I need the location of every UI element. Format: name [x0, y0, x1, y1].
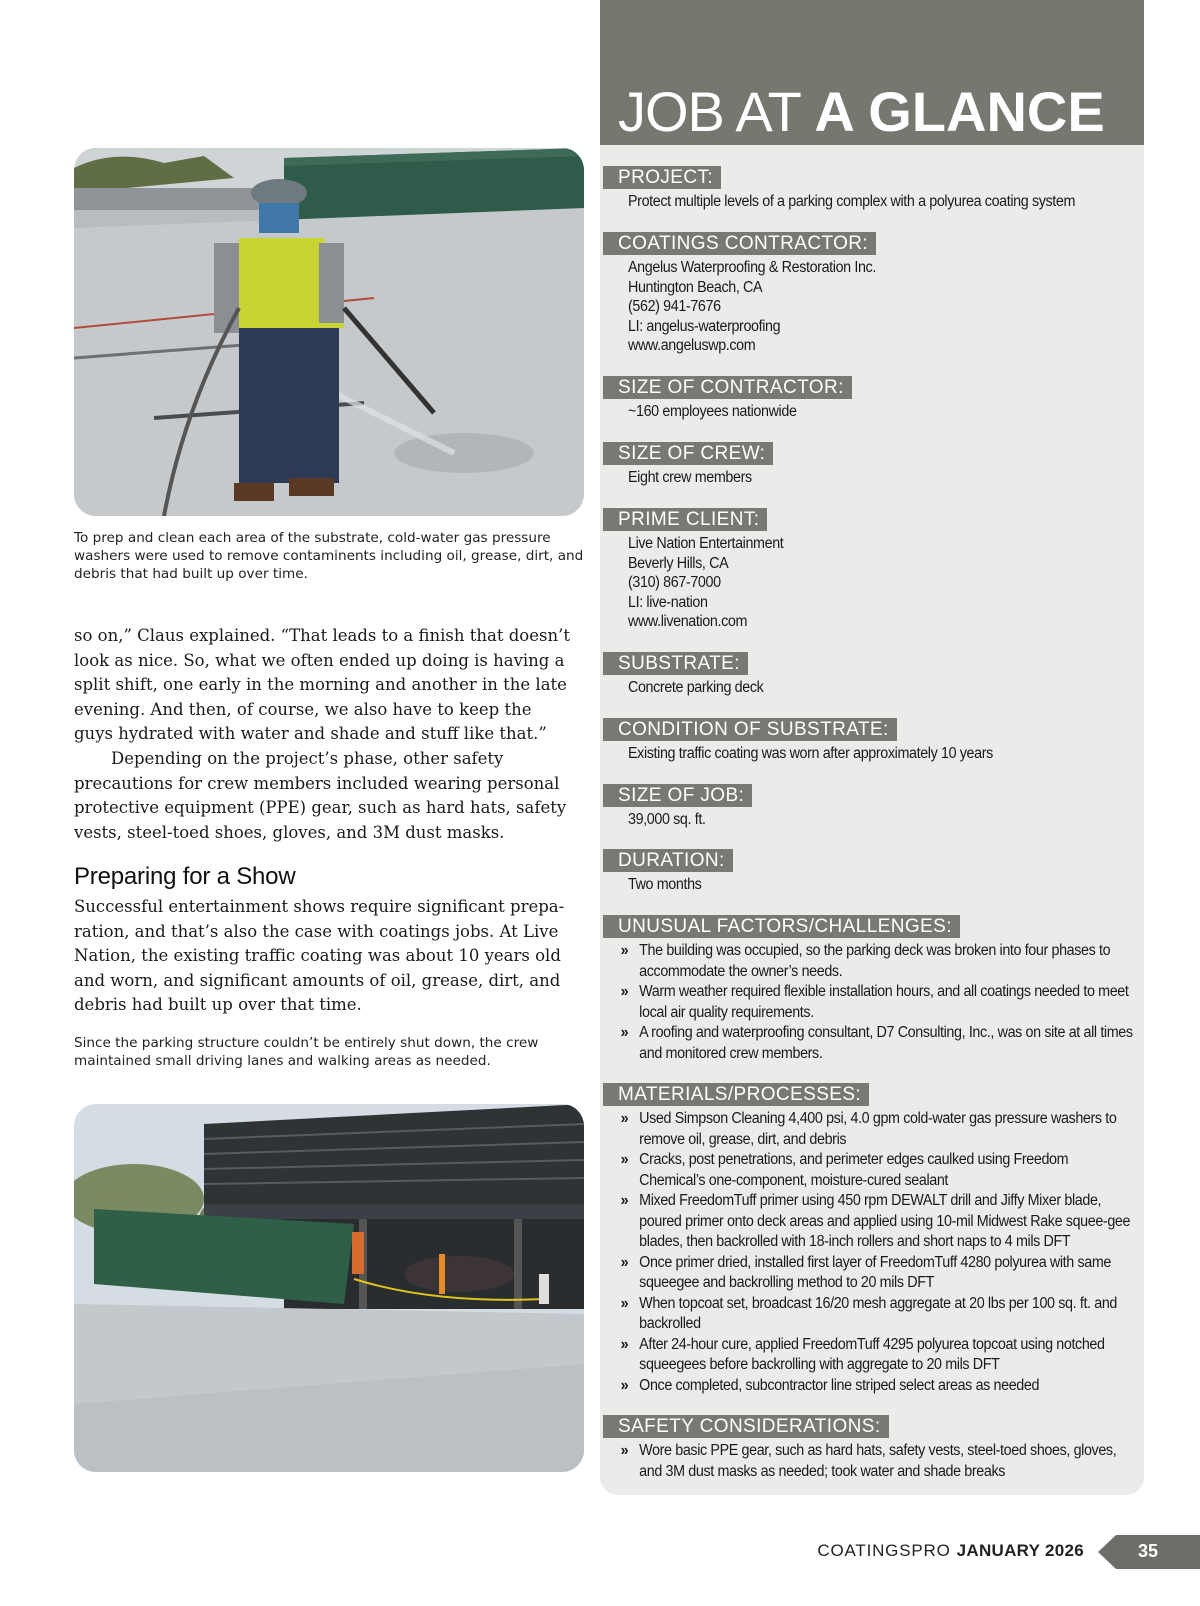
article-body-bottom	[74, 895, 574, 1018]
sidebar-section-size-contractor	[603, 376, 1143, 422]
client-name: Live Nation Entertainment	[628, 535, 784, 552]
sidebar-value-size-crew: Eight crew members	[628, 469, 752, 486]
client-linkedin: LI: live-nation	[628, 593, 708, 611]
sidebar-section-contractor	[603, 232, 1143, 356]
sidebar-label-size-contractor: SIZE OF CONTRACTOR:	[603, 376, 852, 399]
sidebar-label-materials: MATERIALS/PROCESSES:	[603, 1083, 869, 1106]
client-location: Beverly Hills, CA	[628, 554, 729, 572]
list-item: » After 24-hour cure, applied FreedomTuff 4295 polyurea topcoat using notched squeegees before backrolling with aggregate to 20 mils DFT	[615, 1335, 1136, 1376]
sidebar-label-duration: DURATION:	[603, 849, 733, 872]
list-item: » Cracks, post penetrations, and perimeter edges caulked using Freedom Chemical’s one-component, moisture-cured sealant	[615, 1150, 1136, 1191]
sidebar-value-duration: Two months	[628, 876, 702, 893]
sidebar-section-project	[603, 166, 1143, 212]
list-item: » When topcoat set, broadcast 16/20 mesh aggregate at 20 lbs per 100 sq. ft. and backrolled	[615, 1294, 1136, 1335]
sidebar-section-materials	[603, 1083, 1143, 1396]
sidebar-label-substrate: SUBSTRATE:	[603, 652, 748, 675]
list-item: » Used Simpson Cleaning 4,400 psi, 4.0 gpm cold-water gas pressure washers to remove oil, grease, dirt, and debris	[615, 1109, 1136, 1150]
photo-pressure-washing	[74, 148, 584, 516]
sidebar-label-contractor: COATINGS CONTRACTOR:	[603, 232, 876, 255]
sidebar-value-contractor	[628, 258, 1149, 356]
contractor-linkedin: LI: angelus-waterproofing	[628, 317, 781, 335]
photo-pressure-washing-caption: To prep and clean each area of the substrate, cold-water gas pressure washers were used to remove contaminents including oil, grease, dirt, and debris that had built up over time.	[74, 530, 584, 582]
sidebar-label-project: PROJECT:	[603, 166, 721, 189]
page-number: 35	[1137, 1541, 1159, 1561]
client-phone: (310) 867-7000	[628, 574, 721, 592]
photo-parking-deck-image	[74, 1104, 584, 1472]
sidebar-label-size-crew: SIZE OF CREW:	[603, 442, 773, 465]
article-paragraph-1: so on,” Claus explained. “That leads to a finish that doesn’t look as nice. So, what we often ended up doing is having a split shift, one early in the morning and another in the late evening. And then, of course, we also have to keep the guys hydrated with water and shade and stuff like that.”	[74, 626, 570, 744]
article-paragraph-2: Depending on the project’s phase, other safety precautions for crew members included wearing personal protective equipment (PPE) gear, such as hard hats, safety vests, steel-toed shoes, gloves, and 3M dust masks.	[74, 748, 567, 842]
sidebar-label-unusual: UNUSUAL FACTORS/CHALLENGES:	[603, 915, 960, 938]
sidebar-title-bold: A GLANCE	[814, 80, 1105, 143]
issue-date: JANUARY 2026	[956, 1541, 1084, 1560]
sidebar-title-light: JOB AT	[618, 80, 815, 143]
page-footer	[817, 1541, 1084, 1561]
list-item: » Wore basic PPE gear, such as hard hats, safety vests, steel-toed shoes, gloves, and 3M dust masks as needed; took water and shade breaks	[615, 1441, 1136, 1482]
sidebar-value-prime-client	[628, 534, 1149, 632]
list-item: » A roofing and waterproofing consultant, D7 Consulting, Inc., was on site at all times and monitored crew members.	[615, 1023, 1136, 1064]
sidebar-value-condition: Existing traffic coating was worn after approximately 10 years	[628, 745, 993, 762]
unusual-factors-list	[615, 941, 1136, 1064]
contractor-name: Angelus Waterproofing & Restoration Inc.	[628, 259, 876, 276]
sidebar-section-prime-client	[603, 508, 1143, 632]
contractor-phone: (562) 941-7676	[628, 298, 721, 316]
sidebar-section-unusual	[603, 915, 1143, 1064]
sidebar-value-size-job: 39,000 sq. ft.	[628, 811, 706, 828]
article-body-top	[74, 624, 574, 845]
safety-considerations-list	[615, 1441, 1136, 1482]
sidebar-label-size-job: SIZE OF JOB:	[603, 784, 752, 807]
contractor-location: Huntington Beach, CA	[628, 278, 763, 296]
sidebar-section-substrate	[603, 652, 1143, 698]
contractor-website: www.angeluswp.com	[628, 337, 756, 355]
sidebar-title	[618, 80, 1105, 144]
magazine-name-light: COATINGS	[817, 1541, 912, 1560]
sidebar-section-safety	[603, 1415, 1143, 1482]
article-subhead: Preparing for a Show	[74, 863, 296, 890]
magazine-name-bold: PRO	[911, 1541, 951, 1560]
sidebar-section-condition	[603, 718, 1143, 764]
sidebar-label-safety: SAFETY CONSIDERATIONS:	[603, 1415, 889, 1438]
photo-pressure-washing-image	[74, 148, 584, 516]
list-item: » Once completed, subcontractor line striped select areas as needed	[615, 1376, 1136, 1397]
list-item: » Mixed FreedomTuff primer using 450 rpm DEWALT drill and Jiffy Mixer blade, poured primer onto deck areas and applied using 10-mil Midwest Rake squee-gee blades, then backrolled with 18-inch rollers and short naps to 4 mils DFT	[615, 1191, 1136, 1253]
materials-processes-list	[615, 1109, 1136, 1396]
sidebar-value-size-contractor: ~160 employees nationwide	[628, 403, 797, 420]
sidebar-value-substrate: Concrete parking deck	[628, 679, 764, 696]
photo-parking-deck	[74, 1104, 584, 1472]
sidebar-label-prime-client: PRIME CLIENT:	[603, 508, 767, 531]
client-website: www.livenation.com	[628, 613, 747, 631]
sidebar-section-size-job	[603, 784, 1143, 830]
sidebar-section-size-crew	[603, 442, 1143, 488]
sidebar-value-project: Protect multiple levels of a parking complex with a polyurea coating system	[628, 193, 1076, 210]
sidebar-section-duration	[603, 849, 1143, 895]
article-paragraph-3: Successful entertainment shows require significant prepa-ration, and that’s also the case with coatings jobs. At Live Nation, the existing traffic coating was about 10 years old and worn, and significant amounts of oil, grease, dirt, and debris had built up over that time.	[74, 897, 565, 1015]
list-item: » Warm weather required flexible installation hours, and all coatings needed to meet local air quality requirements.	[615, 982, 1136, 1023]
list-item: » Once primer dried, installed first layer of FreedomTuff 4280 polyurea with same squeegee and backrolling method to 20 mils DFT	[615, 1253, 1136, 1294]
photo-parking-caption: Since the parking structure couldn’t be entirely shut down, the crew maintained small driving lanes and walking areas as needed.	[74, 1035, 539, 1069]
list-item: » The building was occupied, so the parking deck was broken into four phases to accommodate the owner’s needs.	[615, 941, 1136, 982]
sidebar-label-condition: CONDITION OF SUBSTRATE:	[603, 718, 897, 741]
